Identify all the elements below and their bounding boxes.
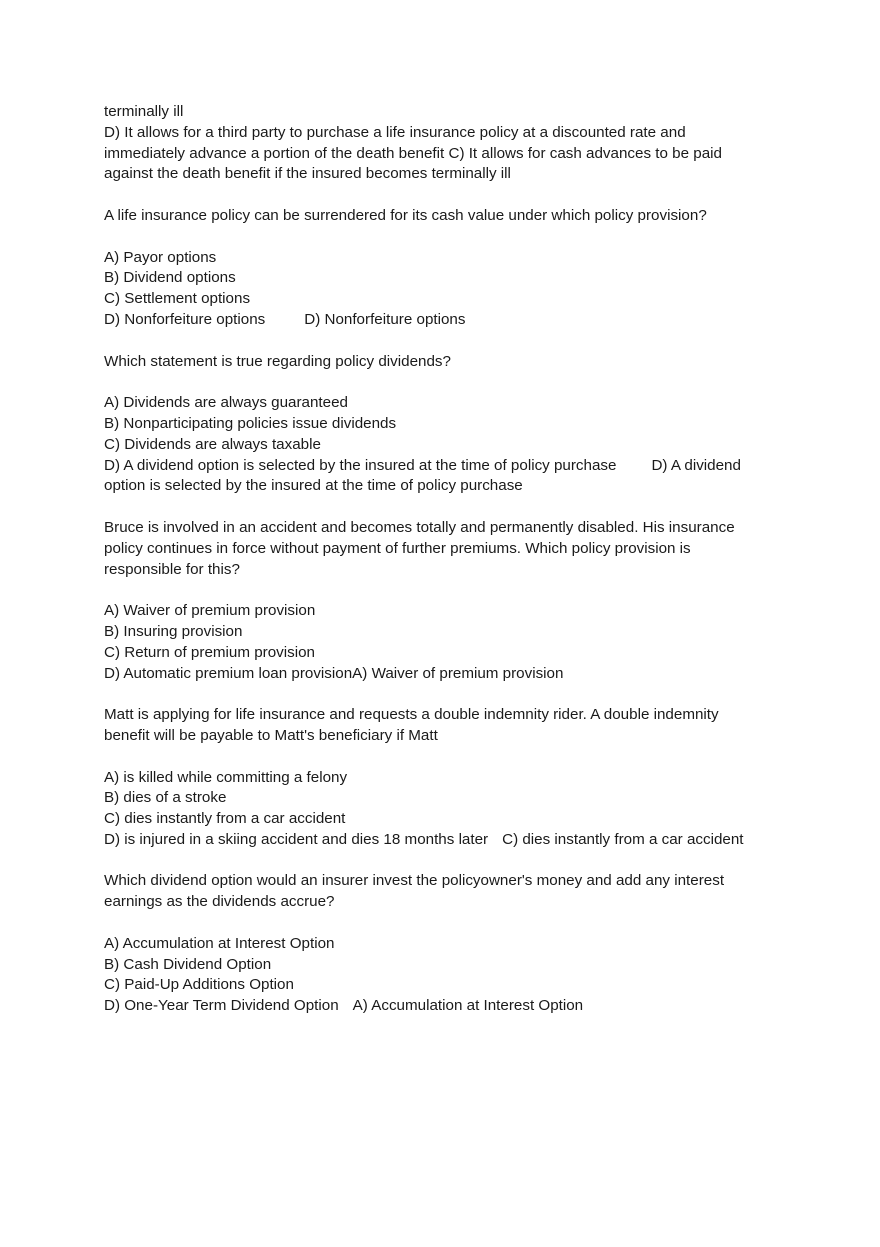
option-c: C) Dividends are always taxable: [104, 435, 321, 453]
question-text: policy continues in force without payment of further premiums. Which policy provision is: [104, 539, 691, 557]
question-text: responsible for this?: [104, 560, 240, 578]
option-c: C) dies instantly from a car accident: [104, 810, 346, 828]
spacer: [104, 497, 794, 518]
option-a: A) is killed while committing a felony: [104, 768, 348, 786]
option-c: C) Settlement options: [104, 290, 251, 308]
option-b: B) dies of a stroke: [104, 789, 227, 807]
answer: D) A dividend: [651, 456, 741, 474]
option-d-with-answer: [104, 310, 794, 331]
spacer: [104, 684, 794, 705]
spacer: [104, 372, 794, 393]
option-c: C) Return of premium provision: [104, 643, 316, 661]
question-text: Matt is applying for life insurance and requests a double indemnity rider. A double indemnity: [104, 706, 719, 724]
option-d: D) A dividend option is selected by the insured at the time of policy purchase: [104, 456, 617, 474]
option-d-with-answer: [104, 664, 794, 685]
option-d: D) One-Year Term Dividend Option: [104, 997, 339, 1015]
option-c: C) Paid-Up Additions Option: [104, 976, 294, 994]
option-b: B) Insuring provision: [104, 622, 243, 640]
answer: A) Waiver of premium provision: [352, 664, 564, 682]
option-d-with-answer: [104, 996, 794, 1017]
document-page: [104, 102, 794, 1017]
option-b: B) Dividend options: [104, 269, 236, 287]
spacer: [104, 913, 794, 934]
option-d-with-answer: [104, 456, 794, 477]
option-b: B) Nonparticipating policies issue dividends: [104, 414, 397, 432]
spacer: [104, 185, 794, 206]
intro-line: terminally ill: [104, 103, 184, 120]
question-text: earnings as the dividends accrue?: [104, 893, 335, 911]
option-d: D) is injured in a skiing accident and dies 18 months later: [104, 830, 489, 848]
option-a: A) Waiver of premium provision: [104, 602, 316, 620]
option-a: A) Payor options: [104, 248, 217, 266]
option-d-with-answer: [104, 830, 794, 851]
question-text: benefit will be payable to Matt's beneficiary if Matt: [104, 726, 438, 744]
answer: C) dies instantly from a car accident: [502, 830, 744, 848]
spacer: [104, 747, 794, 768]
spacer: [104, 580, 794, 601]
option-a: A) Dividends are always guaranteed: [104, 394, 348, 412]
question-text: Which statement is true regarding policy dividends?: [104, 352, 451, 370]
intro-line: against the death benefit if the insured becomes terminally ill: [104, 165, 511, 183]
question-text: Bruce is involved in an accident and becomes totally and permanently disabled. His insurance: [104, 518, 735, 536]
spacer: [104, 331, 794, 352]
question-text: A life insurance policy can be surrendered for its cash value under which policy provision?: [104, 206, 707, 224]
spacer: [104, 227, 794, 248]
answer-continuation: option is selected by the insured at the time of policy purchase: [104, 477, 523, 495]
option-d: D) Automatic premium loan provision: [104, 664, 353, 682]
intro-line: immediately advance a portion of the death benefit C) It allows for cash advances to be paid: [104, 144, 722, 162]
answer: A) Accumulation at Interest Option: [352, 997, 584, 1015]
answer: D) Nonforfeiture options: [304, 310, 466, 328]
option-b: B) Cash Dividend Option: [104, 955, 272, 973]
option-d: D) Nonforfeiture options: [104, 310, 266, 328]
option-a: A) Accumulation at Interest Option: [104, 934, 335, 952]
question-text: Which dividend option would an insurer invest the policyowner's money and add any interest: [104, 872, 725, 890]
intro-line: D) It allows for a third party to purchase a life insurance policy at a discounted rate and: [104, 123, 686, 141]
spacer: [104, 851, 794, 872]
